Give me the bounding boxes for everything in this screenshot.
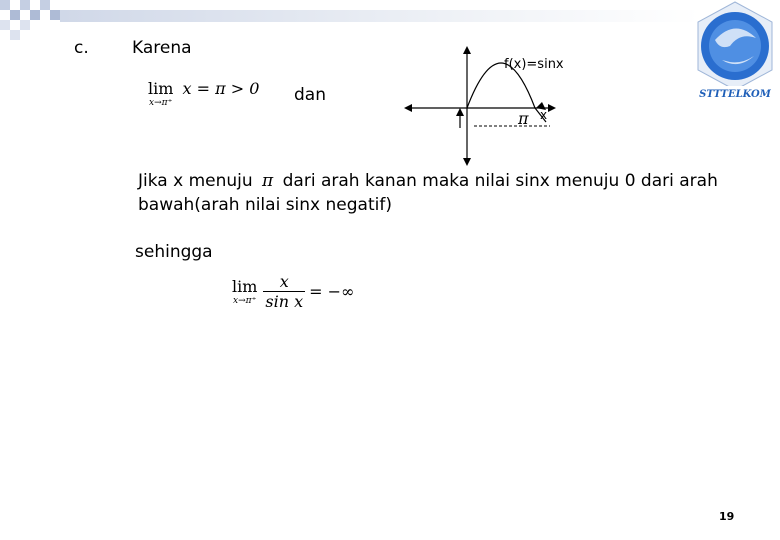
lim-subscript-2: x→π⁺ — [233, 295, 257, 306]
limit-fraction — [263, 272, 305, 311]
decorative-checker-pattern — [0, 0, 60, 42]
fraction-numerator: x — [263, 272, 305, 292]
pi-label: π — [518, 109, 529, 128]
explanation-pi: π — [262, 171, 274, 191]
lim-word-2: lim — [232, 276, 258, 296]
fraction-denominator: sin x — [265, 292, 304, 311]
stttelkom-logo — [690, 0, 780, 105]
y-axis-arrow-down — [463, 158, 471, 166]
lim-word-1: lim — [148, 79, 174, 98]
explanation-line-2: bawah(arah nilai sinx negatif) — [138, 195, 392, 215]
lim-subscript-1: x→π⁺ — [149, 98, 173, 108]
dan-label: dan — [294, 85, 326, 105]
header-gradient-bar — [60, 10, 700, 22]
item-marker: c. — [74, 38, 89, 58]
function-label: f(x)=sinx — [504, 57, 564, 72]
x-axis-arrow-right — [548, 104, 556, 112]
limit-result: = −∞ — [309, 282, 355, 301]
explanation-after-pi: dari arah kanan maka nilai sinx menuju 0 dari arah — [282, 171, 718, 191]
x-axis-arrow-left — [404, 104, 412, 112]
small-up-arrow-head — [456, 108, 464, 116]
limit-expr-1: x = π > 0 — [182, 79, 260, 98]
limit-expression-1 — [148, 80, 259, 108]
explanation-before-pi: Jika x menuju — [138, 171, 253, 191]
explanation-line-1 — [138, 170, 718, 192]
sehingga-label: sehingga — [135, 242, 213, 262]
limit-expression-2 — [232, 272, 354, 311]
x-label: x — [540, 108, 548, 122]
y-axis-arrow-up — [463, 46, 471, 54]
karena-label: Karena — [132, 38, 192, 58]
page-number: 19 — [719, 510, 735, 523]
logo-text: STTTELKOM — [699, 89, 771, 100]
sine-graph — [400, 40, 580, 170]
